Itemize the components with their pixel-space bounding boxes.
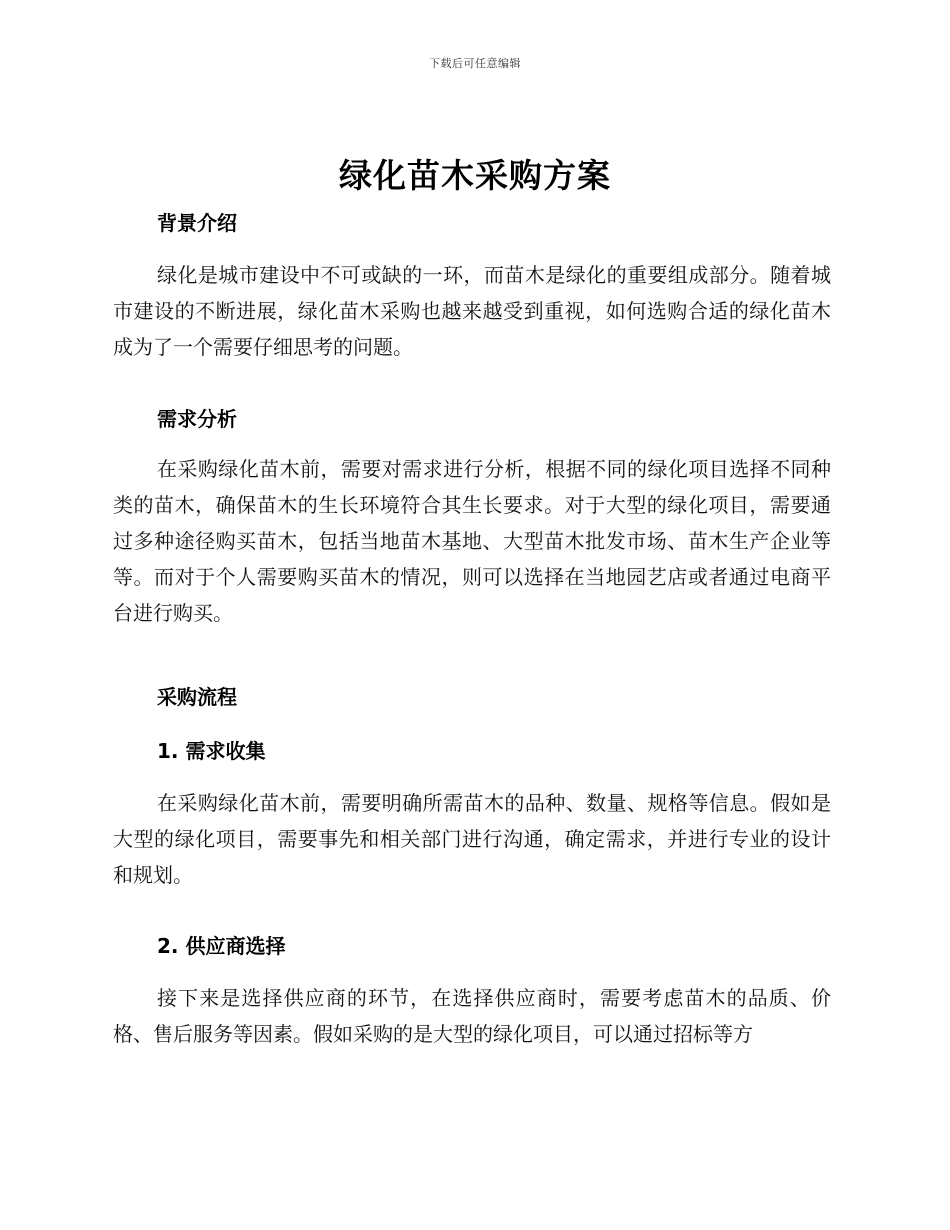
paragraph-step-1-text: 在采购绿化苗木前，需要明确所需苗木的品种、数量、规格等信息。假如是大型的绿化项目，需要事先和相关部门进行沟通，确定需求，并进行专业的设计和规划。: [113, 791, 831, 887]
heading-procurement-process: 采购流程: [157, 685, 237, 709]
document-title: 绿化苗木采购方案: [339, 156, 611, 195]
heading-background: 背景介绍: [157, 211, 237, 235]
paragraph-needs-analysis-text: 在采购绿化苗木前，需要对需求进行分析，根据不同的绿化项目选择不同种类的苗木，确保苗木的生长环境符合其生长要求。对于大型的绿化项目，需要通过多种途径购买苗木，包括当地苗木基地、大型苗木批发市场、苗木生产企业等等。而对于个人需要购买苗木的情况，则可以选择在当地园艺店或者通过电商平台进行购买。: [113, 457, 831, 625]
paragraph-background-text: 绿化是城市建设中不可或缺的一环，而苗木是绿化的重要组成部分。随着城市建设的不断进展，绿化苗木采购也越来越受到重视，如何选购合适的绿化苗木成为了一个需要仔细思考的问题。: [113, 263, 831, 359]
heading-needs-analysis: 需求分析: [157, 407, 237, 431]
paragraph-step-2: [113, 980, 831, 1052]
paragraph-needs-analysis: [113, 451, 831, 631]
paragraph-step-1: [113, 785, 831, 893]
heading-step-2: 2. 供应商选择: [157, 934, 286, 958]
heading-step-1: 1. 需求收集: [157, 739, 266, 763]
header-note: 下载后可任意编辑: [429, 57, 521, 70]
paragraph-background: [113, 257, 831, 365]
paragraph-step-2-text: 接下来是选择供应商的环节，在选择供应商时，需要考虑苗木的品质、价格、售后服务等因素。假如采购的是大型的绿化项目，可以通过招标等方: [113, 986, 831, 1046]
